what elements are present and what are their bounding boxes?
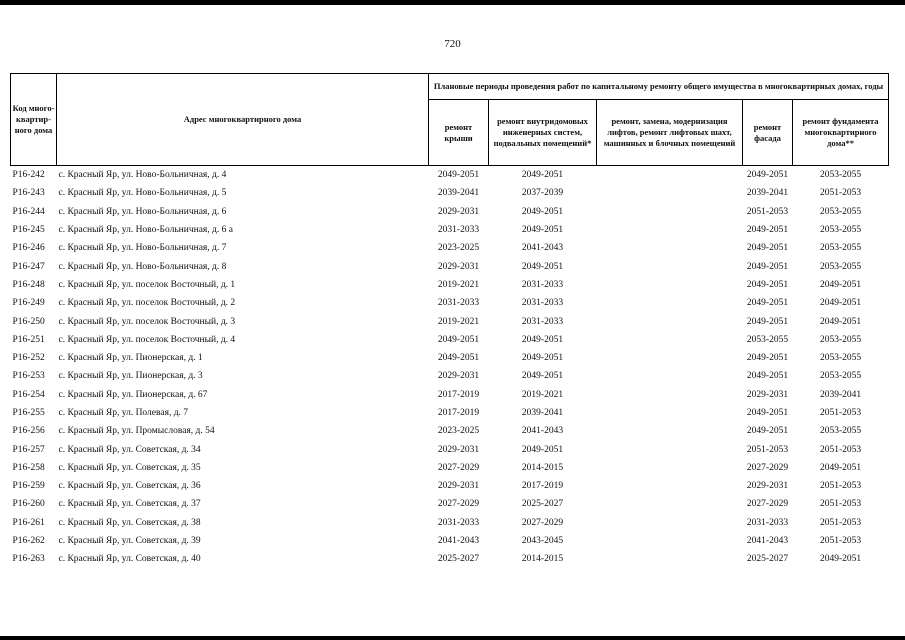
cell-roof: 2039-2041 (437, 188, 480, 199)
cell-facade: 2029-2031 (746, 481, 789, 492)
cell-code: Р16-244 (12, 206, 45, 217)
cell-address: с. Красный Яр, ул. Ново-Больничная, д. 6 а (58, 225, 233, 236)
table-header (11, 74, 889, 166)
table-row (11, 367, 889, 385)
cell-elevators (597, 276, 743, 294)
cell-address: с. Красный Яр, ул. Советская, д. 35 (58, 462, 201, 473)
cell-facade: 2025-2027 (746, 554, 789, 565)
table-row (11, 312, 889, 330)
cell-roof: 2031-2033 (437, 225, 480, 236)
cell-engineering: 2014-2015 (521, 462, 564, 473)
table-row (11, 440, 889, 458)
cell-engineering: 2049-2051 (521, 444, 564, 455)
cell-address: с. Красный Яр, ул. Ново-Больничная, д. 6 (58, 206, 227, 217)
cell-code: Р16-263 (12, 554, 45, 565)
header-planned-periods: Плановые периоды проведения работ по капитальному ремонту общего имущества в многоквартирных домах, годы (429, 74, 889, 100)
cell-engineering: 2017-2019 (521, 481, 564, 492)
cell-code: Р16-250 (12, 316, 45, 327)
cell-code: Р16-242 (12, 170, 45, 181)
cell-elevators (597, 221, 743, 239)
cell-elevators (597, 404, 743, 422)
cell-elevators (597, 331, 743, 349)
cell-foundation: 2051-2053 (819, 481, 862, 492)
table-row (11, 294, 889, 312)
cell-roof: 2049-2051 (437, 334, 480, 345)
cell-foundation: 2051-2053 (819, 408, 862, 418)
table-row (11, 404, 889, 422)
cell-code: Р16-256 (12, 426, 45, 437)
table-row (11, 203, 889, 221)
cell-engineering: 2039-2041 (521, 408, 564, 418)
cell-elevators (597, 367, 743, 385)
cell-address: с. Красный Яр, ул. поселок Восточный, д. 1 (58, 279, 236, 290)
cell-address: с. Красный Яр, ул. Советская, д. 38 (58, 517, 201, 528)
table-row (11, 495, 889, 513)
cell-address: с. Красный Яр, ул. Полевая, д. 7 (58, 408, 189, 418)
cell-code: Р16-257 (12, 444, 45, 455)
cell-elevators (597, 294, 743, 312)
table-row (11, 459, 889, 477)
cell-roof: 2017-2019 (437, 389, 480, 400)
header-engineering: ремонт внутридомовых инженерных систем, подвальных помещений* (489, 100, 597, 166)
cell-engineering: 2049-2051 (521, 170, 564, 181)
cell-roof: 2023-2025 (437, 243, 480, 254)
cell-roof: 2049-2051 (437, 170, 480, 181)
cell-address: с. Красный Яр, ул. поселок Восточный, д. 3 (58, 316, 236, 327)
cell-code: Р16-262 (12, 536, 45, 547)
cell-facade: 2053-2055 (746, 334, 789, 345)
header-elevators: ремонт, замена, модернизация лифтов, ремонт лифтовых шахт, машинных и блочных помещений (597, 100, 743, 166)
cell-address: с. Красный Яр, ул. Ново-Больничная, д. 4 (58, 170, 227, 181)
cell-foundation: 2049-2051 (819, 316, 862, 327)
cell-foundation: 2049-2051 (819, 462, 862, 473)
cell-code: Р16-252 (12, 353, 45, 364)
header-facade: ремонт фасада (743, 100, 793, 166)
cell-elevators (597, 440, 743, 458)
cell-engineering: 2031-2033 (521, 316, 564, 327)
table-row (11, 257, 889, 275)
cell-elevators (597, 166, 743, 185)
table-row (11, 477, 889, 495)
cell-code: Р16-251 (12, 334, 45, 345)
cell-engineering: 2041-2043 (521, 426, 564, 437)
table-row (11, 349, 889, 367)
cell-code: Р16-255 (12, 408, 45, 418)
cell-elevators (597, 184, 743, 202)
cell-roof: 2027-2029 (437, 462, 480, 473)
cell-elevators (597, 386, 743, 404)
cell-foundation: 2051-2053 (819, 188, 862, 199)
cell-roof: 2025-2027 (437, 554, 480, 565)
table-row (11, 276, 889, 294)
cell-roof: 2023-2025 (437, 426, 480, 437)
cell-elevators (597, 495, 743, 513)
cell-code: Р16-261 (12, 517, 45, 528)
cell-facade: 2049-2051 (746, 243, 789, 254)
cell-engineering: 2031-2033 (521, 279, 564, 290)
cell-facade: 2049-2051 (746, 353, 789, 364)
cell-code: Р16-247 (12, 261, 45, 272)
cell-engineering: 2043-2045 (521, 536, 564, 547)
cell-engineering: 2049-2051 (521, 206, 564, 217)
table-row (11, 166, 889, 185)
cell-facade: 2027-2029 (746, 499, 789, 510)
cell-foundation: 2053-2055 (819, 225, 862, 236)
table-row (11, 550, 889, 568)
cell-code: Р16-253 (12, 371, 45, 382)
cell-elevators (597, 477, 743, 495)
cell-facade: 2049-2051 (746, 279, 789, 290)
cell-foundation: 2053-2055 (819, 426, 862, 437)
cell-address: с. Красный Яр, ул. Пионерская, д. 1 (58, 353, 203, 364)
header-foundation: ремонт фундамента многоквартирного дома** (793, 100, 889, 166)
cell-roof: 2029-2031 (437, 444, 480, 455)
cell-engineering: 2025-2027 (521, 499, 564, 510)
cell-foundation: 2051-2053 (819, 536, 862, 547)
cell-code: Р16-258 (12, 462, 45, 473)
cell-roof: 2027-2029 (437, 499, 480, 510)
cell-foundation: 2053-2055 (819, 371, 862, 382)
cell-roof: 2029-2031 (437, 371, 480, 382)
cell-code: Р16-248 (12, 279, 45, 290)
table-row (11, 221, 889, 239)
cell-roof: 2041-2043 (437, 536, 480, 547)
cell-foundation: 2051-2053 (819, 444, 862, 455)
top-border (0, 0, 905, 5)
bottom-border (0, 636, 905, 640)
cell-engineering: 2049-2051 (521, 334, 564, 345)
table-row (11, 514, 889, 532)
cell-address: с. Красный Яр, ул. Советская, д. 39 (58, 536, 201, 547)
cell-facade: 2051-2053 (746, 206, 789, 217)
cell-facade: 2049-2051 (746, 408, 789, 418)
cell-address: с. Красный Яр, ул. Промысловая, д. 54 (58, 426, 215, 437)
cell-code: Р16-246 (12, 243, 45, 254)
cell-facade: 2051-2053 (746, 444, 789, 455)
cell-foundation: 2053-2055 (819, 261, 862, 272)
cell-address: с. Красный Яр, ул. Советская, д. 34 (58, 444, 201, 455)
cell-address: с. Красный Яр, ул. Ново-Больничная, д. 8 (58, 261, 227, 272)
cell-facade: 2031-2033 (746, 517, 789, 528)
page-number: 720 (444, 38, 461, 50)
cell-facade: 2041-2043 (746, 536, 789, 547)
cell-roof: 2017-2019 (437, 408, 480, 418)
cell-engineering: 2049-2051 (521, 261, 564, 272)
cell-roof: 2029-2031 (437, 206, 480, 217)
cell-foundation: 2053-2055 (819, 243, 862, 254)
cell-roof: 2031-2033 (437, 298, 480, 309)
cell-facade: 2029-2031 (746, 389, 789, 400)
table-row (11, 184, 889, 202)
table-row (11, 386, 889, 404)
cell-address: с. Красный Яр, ул. Советская, д. 37 (58, 499, 201, 510)
cell-code: Р16-259 (12, 481, 45, 492)
cell-facade: 2027-2029 (746, 462, 789, 473)
cell-roof: 2029-2031 (437, 261, 480, 272)
cell-facade: 2049-2051 (746, 170, 789, 181)
cell-roof: 2019-2021 (437, 316, 480, 327)
cell-foundation: 2053-2055 (819, 170, 862, 181)
cell-engineering: 2031-2033 (521, 298, 564, 309)
cell-elevators (597, 257, 743, 275)
table-row (11, 239, 889, 257)
cell-roof: 2049-2051 (437, 353, 480, 364)
cell-roof: 2031-2033 (437, 517, 480, 528)
cell-engineering: 2014-2015 (521, 554, 564, 565)
cell-foundation: 2039-2041 (819, 389, 862, 400)
cell-address: с. Красный Яр, ул. Пионерская, д. 67 (58, 389, 208, 400)
cell-facade: 2049-2051 (746, 261, 789, 272)
cell-address: с. Красный Яр, ул. поселок Восточный, д. 2 (58, 298, 236, 309)
cell-facade: 2039-2041 (746, 188, 789, 199)
cell-foundation: 2053-2055 (819, 353, 862, 364)
cell-code: Р16-254 (12, 389, 45, 400)
cell-address: с. Красный Яр, ул. Пионерская, д. 3 (58, 371, 203, 382)
cell-facade: 2049-2051 (746, 316, 789, 327)
cell-engineering: 2049-2051 (521, 353, 564, 364)
cell-elevators (597, 203, 743, 221)
cell-address: с. Красный Яр, ул. Ново-Больничная, д. 7 (58, 243, 227, 254)
cell-facade: 2049-2051 (746, 298, 789, 309)
cell-engineering: 2041-2043 (521, 243, 564, 254)
cell-roof: 2019-2021 (437, 279, 480, 290)
cell-foundation: 2049-2051 (819, 298, 862, 309)
cell-elevators (597, 514, 743, 532)
cell-code: Р16-260 (12, 499, 45, 510)
header-code: Код много-квартир-ного дома (11, 74, 57, 166)
cell-address: с. Красный Яр, ул. поселок Восточный, д. 4 (58, 334, 236, 345)
cell-address: с. Красный Яр, ул. Советская, д. 36 (58, 481, 201, 492)
cell-elevators (597, 532, 743, 550)
cell-foundation: 2049-2051 (819, 279, 862, 290)
cell-foundation: 2051-2053 (819, 517, 862, 528)
cell-roof: 2029-2031 (437, 481, 480, 492)
table-row (11, 532, 889, 550)
header-address: Адрес многоквартирного дома (57, 74, 429, 166)
repair-schedule-table (10, 73, 889, 569)
cell-engineering: 2019-2021 (521, 389, 564, 400)
cell-elevators (597, 349, 743, 367)
cell-elevators (597, 459, 743, 477)
cell-code: Р16-245 (12, 225, 45, 236)
cell-engineering: 2037-2039 (521, 188, 564, 199)
cell-elevators (597, 312, 743, 330)
cell-foundation: 2053-2055 (819, 206, 862, 217)
cell-code: Р16-243 (12, 188, 45, 199)
cell-engineering: 2049-2051 (521, 225, 564, 236)
cell-elevators (597, 550, 743, 568)
cell-address: с. Красный Яр, ул. Советская, д. 40 (58, 554, 201, 565)
cell-elevators (597, 239, 743, 257)
table-row (11, 422, 889, 440)
cell-code: Р16-249 (12, 298, 45, 309)
cell-elevators (597, 422, 743, 440)
cell-foundation: 2049-2051 (819, 554, 862, 565)
cell-foundation: 2053-2055 (819, 334, 862, 345)
cell-address: с. Красный Яр, ул. Ново-Больничная, д. 5 (58, 188, 227, 199)
cell-facade: 2049-2051 (746, 225, 789, 236)
cell-engineering: 2027-2029 (521, 517, 564, 528)
cell-foundation: 2051-2053 (819, 499, 862, 510)
cell-facade: 2049-2051 (746, 426, 789, 437)
cell-facade: 2049-2051 (746, 371, 789, 382)
header-roof: ремонт крыши (429, 100, 489, 166)
table-row (11, 331, 889, 349)
cell-engineering: 2049-2051 (521, 371, 564, 382)
table-body (11, 166, 889, 569)
